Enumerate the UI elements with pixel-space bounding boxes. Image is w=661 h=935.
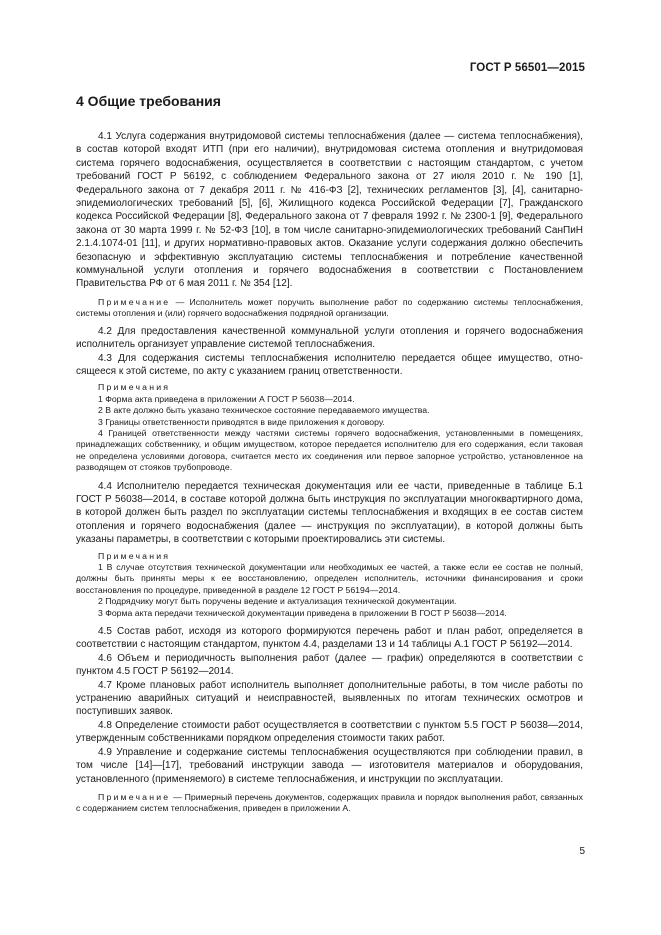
notes-2-item: 3 Границы ответственности приводятся в виде приложения к договору. — [98, 416, 385, 427]
section-body — [76, 130, 583, 815]
notes-3-label: Примечания — [98, 550, 171, 561]
paragraph-4-4: 4.4 Исполнителю передается техническая документация или ее части, приведенные в таблице Б.1 ГОСТ Р 56038—2014, в составе которой должна быть инструкция по эксплуатации многоквартирного дома, в которой должен быть раздел по эксплуатации системы теплоснабжения и входящих в ее состав систем отопления и горячего водоснабжения (далее — инструкция по эксплуатации), в которой должны быть указаны параметры, в соответствии с которыми проектировались эти системы. — [76, 480, 583, 546]
note-4 — [76, 792, 583, 815]
note-1 — [76, 297, 583, 320]
notes-2-item: 1 Форма акта приведена в приложении А ГОСТ Р 56038—2014. — [98, 393, 355, 404]
note-label: Примечание — [98, 791, 171, 802]
paragraph-4-6: 4.6 Объем и периодичность выполнения работ (далее — график) определяются в соответствии с пунктом 4.5 ГОСТ Р 56192—2014. — [76, 652, 583, 678]
document-code: ГОСТ Р 56501—2015 — [469, 62, 585, 74]
paragraph-4-3: 4.3 Для содержания системы теплоснабжения исполнителю передается общее имущество, относящееся к этой системе, по акту с указанием границ ответственности. — [76, 352, 583, 377]
note-label: Примечание — [98, 296, 171, 307]
paragraph-4-1: 4.1 Услуга содержания внутридомовой системы теплоснабжения (далее — система теплоснабжения), в состав которой входят ИТП (при его наличии), внутридомовая система отопления и внутридомовая система горячего водоснабжения, осуществляется в соответствии с настоящим стандартом, с учетом требований ГОСТ Р 56192, с соблюдением Федерального закона от 27 июля 2010 г. № 190 [1], Федерального закона от 7 декабря 2011 г. № 416-ФЗ [2], технических регламентов [3], [4], санитарно-эпидемиологических требований [5], [6], Жилищного кодекса Российской Федерации [7], Гражданского кодекса Российской Федерации [8], Федерального закона от 7 февраля 1992 г. № 2300-1 [9], Федерального закона от 30 марта 1999 г. № 52-ФЗ [10], в том числе санитарно-эпидемиологических требований СанПиН 2.1.4.1074-01 [11], и других нормативно-правовых актов. Оказание услуги содержания должно обеспечить безопасную и эффективную эксплуатацию системы теплоснабжения и потребление качественной коммунальной услуги отопления и горячего водоснабжения в соответствии с Постановлением Правительства РФ от 6 мая 2011 г. № 354 [12]. — [76, 131, 583, 290]
page-number: 5 — [579, 846, 585, 857]
paragraph-4-2: 4.2 Для предоставления качественной коммунальной услуги отопления и горячего водоснабжения исполнитель организует управление системой теплоснабжения. — [76, 325, 583, 351]
notes-2-item: 4 Границей ответственности между частями системы горячего водоснабжения, установленными в помещениях, принадлежащих собственнику, и общим имуществом, которое передается исполнителю для его содержания, если таковая не определена условиями договора, считается место их соединения или первое запорное устройство, установленное на разводящем от стояков трубопроводе. — [76, 427, 583, 473]
paragraph-4-9: 4.9 Управление и содержание системы теплоснабжения осуществляются при соблюдении правил, в том числе [14]—[17], требований инструкции завода — изготовителя материалов и оборудования, установленного (применяемого) в системе теплоснабжения, и инструкции по эксплуатации. — [76, 746, 583, 785]
notes-3-item: 1 В случае отсутствия технической документации или необходимых ее частей, а также если ее состав не полный, должны быть приняты меры к ее восстановлению, определен исполнитель, источники финансирования и сроки восстановления по процедуре, приведенной в разделе 12 ГОСТ Р 56194—2014. — [76, 562, 583, 595]
paragraph-4-5: 4.5 Состав работ, исходя из которого формируются перечень работ и план работ, определяется в соответствии с настоящим стандартом, пунктом 4.4, разделами 13 и 14 таблицы А.1 ГОСТ Р 56192—2014. — [76, 626, 583, 651]
paragraph-4-7: 4.7 Кроме плановых работ исполнитель выполняет дополнительные работы, в том числе работы по устранению аварийных ситуаций и неисправностей, выявленных по итогам технических осмотров и поступивших заявок. — [76, 679, 583, 718]
notes-3-item: 2 Подрядчику могут быть поручены ведение и актуализация технической документации. — [98, 596, 457, 607]
paragraph-4-8: 4.8 Определение стоимости работ осуществляется в соответствии с пунктом 5.5 ГОСТ Р 56038—2014, утвержденным собственниками порядком определения стоимости таких работ. — [76, 719, 583, 745]
note-text: — Примерный перечень документов, содержащих правила и порядок выполнения работ, связанных с содержанием систем теплоснабжения, приведен в приложении А. — [76, 791, 583, 814]
note-text: — Исполнитель может поручить выполнение работ по содержанию системы теплоснабжения, системы отопления и (или) горячего водоснабжения подрядной организации. — [76, 296, 583, 319]
notes-3-item: 3 Форма акта передачи технической документации приведена в приложении В ГОСТ Р 56038—2014. — [98, 607, 507, 618]
notes-2-label: Примечания — [98, 382, 171, 393]
section-title: 4 Общие требования — [76, 93, 221, 109]
notes-2-item: 2 В акте должно быть указано техническое состояние передаваемого имущества. — [98, 405, 430, 416]
